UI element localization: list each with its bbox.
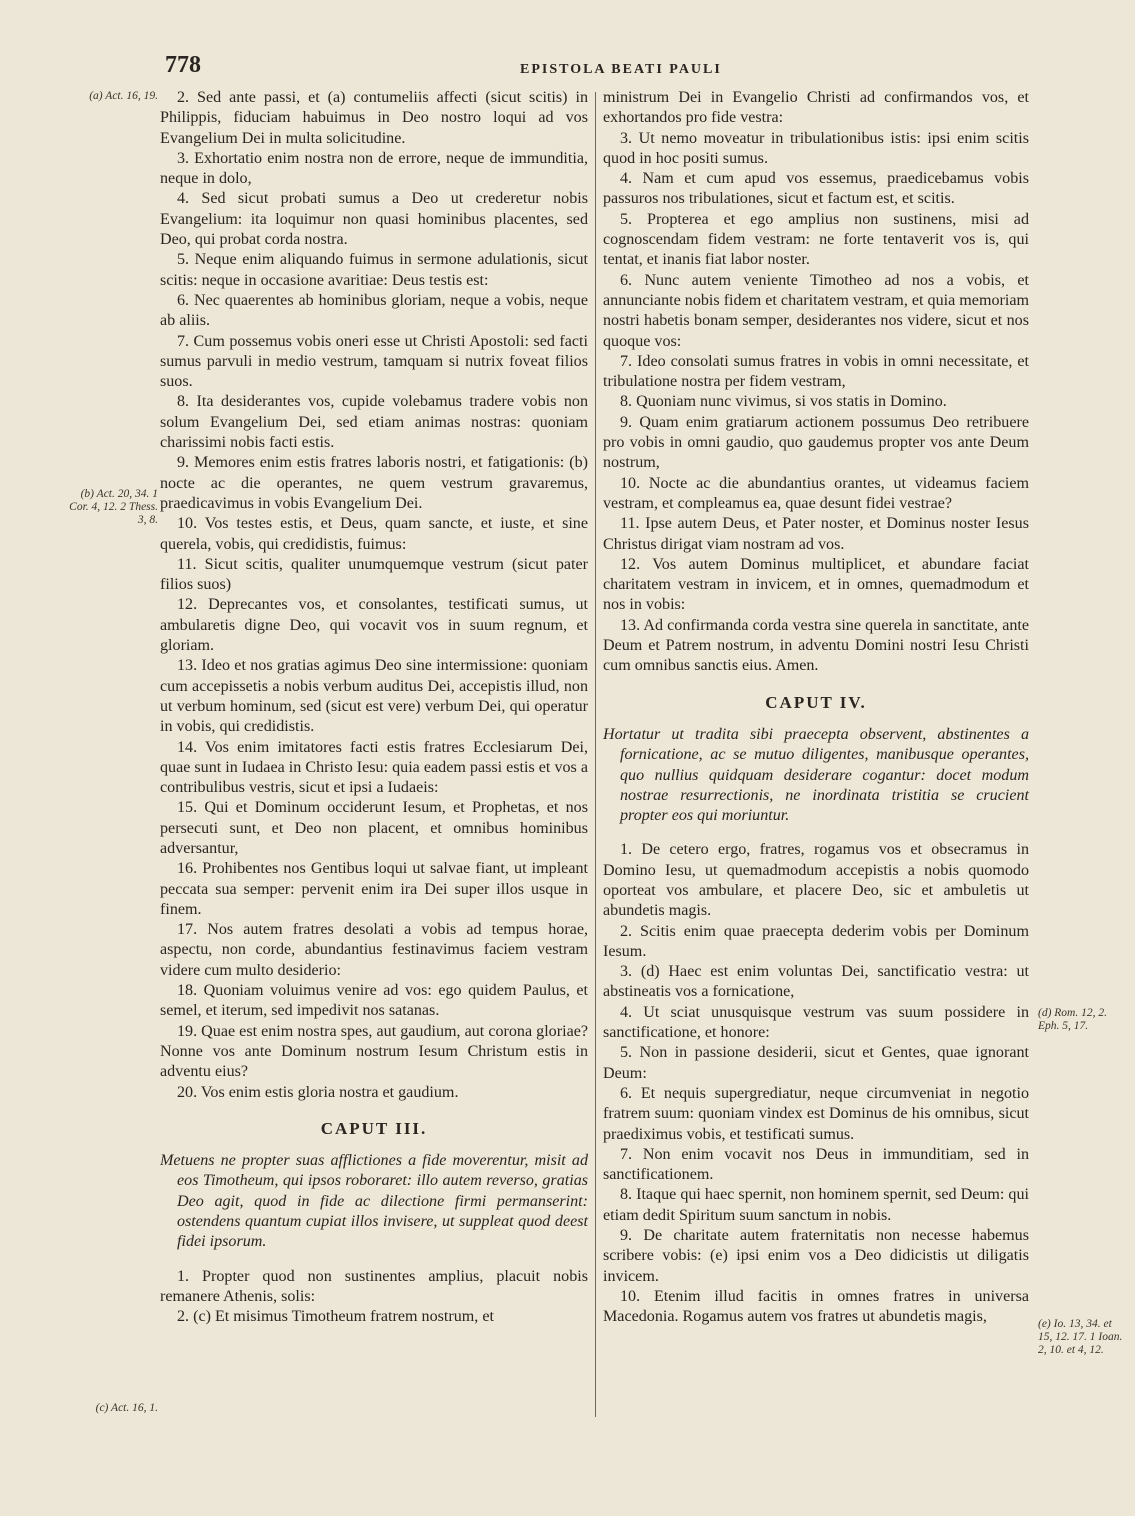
verse: 17. Nos autem fratres desolati a vobis ad tempus horae, aspectu, non corde, abundantius festinavimus faciem vestram videre cum multo desiderio: bbox=[160, 921, 588, 979]
verse: 6. Nec quaerentes ab hominibus gloriam, neque a vobis, neque ab aliis. bbox=[160, 291, 588, 330]
right-text-column bbox=[603, 88, 1029, 1328]
chapter-heading: CAPUT III. bbox=[320, 1118, 428, 1138]
chapter-summary: Metuens ne propter suas afflictiones a fide moverentur, misit ad eos Timotheum, qui ipsos roboraret: illo autem reverso, gratias Deo agit, quod in fide ac dilectione firmi permanserint: ostendens quantum cupiat illos invisere, ut suppleat quod deest fidei ipsorum. bbox=[160, 1152, 588, 1251]
verse: 7. Non enim vocavit nos Deus in immunditiam, sed in sanctificationem. bbox=[603, 1145, 1029, 1184]
chapter-summary: Hortatur ut tradita sibi praecepta observent, abstinentes a fornicatione, ac se mutuo diligentes, manibusque operantes, quo nullius quidquam desiderare cogantur: docet modum nostrae resurrectionis, ne inordinata tristitia se crucient propter eos qui moriuntur. bbox=[603, 725, 1029, 825]
verse: 13. Ideo et nos gratias agimus Deo sine intermissione: quoniam cum accepissetis a nobis verbum auditus Dei, accepistis illud, non ut verbum hominum, sed (sicut est vere) verbum Dei, qui operatur in vobis, qui credidistis. bbox=[160, 657, 588, 736]
verse: 14. Vos enim imitatores facti estis fratres Ecclesiarum Dei, quae sunt in Iudaea in Christo Iesu: quia eadem passi estis et vos a contribulibus vestris, sicut et ipsi a Iudaeis: bbox=[160, 738, 588, 797]
margin-note-c: (c) Act. 16, 1. bbox=[95, 1402, 158, 1414]
verse: 2. Scitis enim quae praecepta dederim vobis per Dominum Iesum. bbox=[603, 922, 1029, 960]
verse: 11. Ipse autem Deus, et Pater noster, et Dominus noster Iesus Christus dirigat viam nostram ad vos. bbox=[603, 515, 1029, 553]
verse: 3. Exhortatio enim nostra non de errore, neque de immunditia, neque in dolo, bbox=[160, 149, 588, 188]
verse: 4. Ut sciat unusquisque vestrum vas suum possidere in sanctificatione, et honore: bbox=[603, 1003, 1029, 1042]
verse: 15. Qui et Dominum occiderunt Iesum, et Prophetas, et nos persecuti sunt, et Deo non placent, et omnibus hominibus adversantur, bbox=[160, 799, 588, 857]
verse: 8. Ita desiderantes vos, cupide volebamus tradere vobis non solum Evangelium Dei, sed etiam animas nostras: quoniam charissimi nobis facti estis. bbox=[160, 393, 588, 452]
left-text-column bbox=[160, 88, 588, 1328]
verse: 9. Memores enim estis fratres laboris nostri, et fatigationis: (b) nocte ac die operantes, ne quem vestrum gravaremus, praedicavimus in vobis Evangelium Dei. bbox=[160, 454, 588, 512]
verse: 7. Ideo consolati sumus fratres in vobis in omni necessitate, et tribulatione nostra per fidem vestram, bbox=[603, 352, 1029, 391]
margin-note-b: (b) Act. 20, 34. 1 Cor. 4, 12. 2 Thess. 3, 8. bbox=[69, 488, 158, 526]
verse: 12. Vos autem Dominus multiplicet, et abundare faciat charitatem vestram in invicem, et in omnes, quemadmodum et nos in vobis: bbox=[603, 555, 1029, 614]
page-number: 778 bbox=[165, 52, 201, 78]
verse: 1. Propter quod non sustinentes amplius, placuit nobis remanere Athenis, solis: bbox=[160, 1267, 588, 1305]
verse: 6. Et nequis supergrediatur, neque circumveniat in negotio fratrem suum: quoniam vindex est Dominus de his omnibus, sicut praediximus vobis, et testificati sumus. bbox=[603, 1084, 1029, 1143]
verse: 1. De cetero ergo, fratres, rogamus vos et obsecramus in Domino Iesu, ut quemadmodum accepistis a nobis quomodo oporteat vos ambulare, et placere Deo, sic et ambuletis ut abundetis magis. bbox=[603, 841, 1029, 920]
verse: 5. Neque enim aliquando fuimus in sermone adulationis, sicut scitis: neque in occasione avaritiae: Deus testis est: bbox=[160, 251, 588, 289]
verse: 10. Etenim illud facitis in omnes fratres in universa Macedonia. Rogamus autem vos fratres ut abundetis magis, bbox=[603, 1287, 1029, 1326]
verse: 2. (c) Et misimus Timotheum fratrem nostrum, et bbox=[177, 1308, 494, 1326]
verse: 9. Quam enim gratiarum actionem possumus Deo retribuere pro vobis in omni gaudio, quo gaudemus propter vos ante Deum nostrum, bbox=[603, 413, 1029, 472]
margin-note-a: (a) Act. 16, 19. bbox=[89, 90, 158, 102]
verse: 11. Sicut scitis, qualiter unumquemque vestrum (sicut pater filios suos) bbox=[160, 555, 588, 594]
verse: 5. Propterea et ego amplius non sustinens, misi ad cognoscendam fidem vestram: ne forte tentaverit vos is, qui tentat, et inanis fiat labor noster. bbox=[603, 210, 1029, 269]
margin-note-e: (e) Io. 13, 34. et 15, 12. 17. 1 Ioan. 2, 10. et 4, 12. bbox=[1038, 1318, 1123, 1356]
verse: 12. Deprecantes vos, et consolantes, testificati sumus, ut ambularetis digne Deo, qui vocavit vos in suum regnum, et gloriam. bbox=[160, 596, 588, 655]
margin-note-d: (d) Rom. 12, 2. Eph. 5, 17. bbox=[1038, 1007, 1107, 1032]
verse: 10. Nocte ac die abundantius orantes, ut videamus faciem vestram, et compleamus ea, quae desunt fidei vestrae? bbox=[603, 474, 1029, 512]
verse: 2. Sed ante passi, et (a) contumeliis affecti (sicut scitis) in Philippis, fiduciam habuimus in Deo nostro loqui ad vos Evangelium Dei in multa solicitudine. bbox=[160, 89, 588, 147]
verse: 13. Ad confirmanda corda vestra sine querela in sanctitate, ante Deum et Patrem nostrum, in adventu Domini nostri Iesu Christi cum omnibus sanctis eius. Amen. bbox=[603, 616, 1029, 675]
verse: 7. Cum possemus vobis oneri esse ut Christi Apostoli: sed facti sumus parvuli in medio vestrum, tamquam si nutrix foveat filios suos. bbox=[160, 332, 588, 391]
verse: 16. Prohibentes nos Gentibus loqui ut salvae fiant, ut impleant peccata sua semper: pervenit enim ira Dei super illos usque in finem. bbox=[160, 860, 588, 918]
chapter-heading: CAPUT IV. bbox=[765, 692, 867, 712]
verse: 20. Vos enim estis gloria nostra et gaudium. bbox=[177, 1083, 459, 1101]
verse: 3. Ut nemo moveatur in tribulationibus istis: ipsi enim scitis quod in hoc positi sumus. bbox=[603, 129, 1029, 167]
verse: 18. Quoniam voluimus venire ad vos: ego quidem Paulus, et semel, et iterum, sed impedivit nos satanas. bbox=[160, 982, 588, 1020]
verse: 4. Nam et cum apud vos essemus, praedicebamus vobis passuros nos tribulationes, sicut et factum est, et scitis. bbox=[603, 170, 1029, 208]
verse: 19. Quae est enim nostra spes, aut gaudium, aut corona gloriae? Nonne vos ante Dominum nostrum Iesum Christum estis in adventu eius? bbox=[160, 1022, 588, 1081]
verse: 8. Itaque qui haec spernit, non hominem spernit, sed Deum: qui etiam dedit Spiritum suum sanctum in nobis. bbox=[603, 1186, 1029, 1224]
verse: 4. Sed sicut probati sumus a Deo ut crederetur nobis Evangelium: ita loquimur non quasi hominibus placentes, sed Deo, qui probat corda nostra. bbox=[160, 190, 588, 249]
column-divider bbox=[595, 92, 596, 1417]
running-title: EPISTOLA BEATI PAULI bbox=[520, 62, 722, 77]
verse-continuation: ministrum Dei in Evangelio Christi ad confirmandos vos, et exhortandos pro fide vestra: bbox=[603, 89, 1029, 127]
verse: 6. Nunc autem veniente Timotheo ad nos a vobis, et annunciante nobis fidem et charitatem vestram, et quia memoriam nostri habetis bonam semper, desiderantes nos videre, sicut et nos quoque vos: bbox=[603, 271, 1029, 350]
verse: 5. Non in passione desiderii, sicut et Gentes, quae ignorant Deum: bbox=[603, 1044, 1029, 1082]
verse: 8. Quoniam nunc vivimus, si vos statis in Domino. bbox=[620, 393, 947, 411]
verse: 3. (d) Haec est enim voluntas Dei, sanctificatio vestra: ut abstineatis vos a fornicatione, bbox=[603, 963, 1029, 1001]
verse: 10. Vos testes estis, et Deus, quam sancte, et iuste, et sine querela, vobis, qui credidistis, fuimus: bbox=[160, 515, 588, 553]
verse: 9. De charitate autem fraternitatis non necesse habemus scribere vobis: (e) ipsi enim vos a Deo didicistis ut diligatis invicem. bbox=[603, 1227, 1029, 1285]
